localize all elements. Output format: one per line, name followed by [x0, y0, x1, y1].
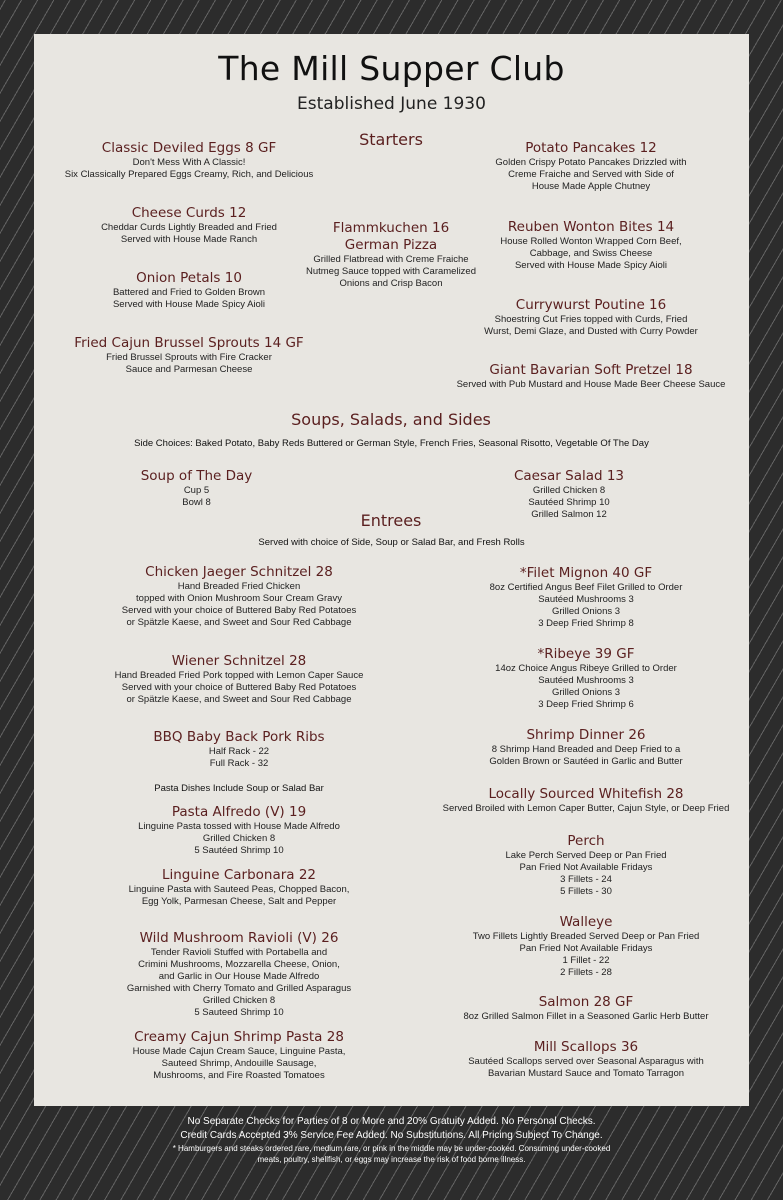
item-desc: Served with your choice of Buttered Baby Red Potatoes	[121, 605, 357, 616]
item-desc: Grilled Onions 3	[551, 606, 621, 617]
item-desc: 2 Fillets - 28	[560, 967, 612, 978]
item-desc: Fried Brussel Sprouts with Fire Cracker	[106, 352, 272, 363]
item-desc: Creme Fraiche and Served with Side of	[508, 169, 674, 180]
item-name-secondary: German Pizza	[344, 237, 438, 253]
entrees-note: Served with choice of Side, Soup or Salad Bar, and Fresh Rolls	[258, 537, 525, 548]
menu-item	[428, 565, 744, 630]
menu-item	[34, 140, 344, 181]
menu-item	[428, 833, 744, 898]
menu-item	[428, 646, 744, 711]
item-name: Onion Petals 10	[136, 270, 242, 286]
item-name: Soup of The Day	[140, 468, 253, 484]
item-desc: House Made Cajun Cream Sauce, Linguine Pasta,	[132, 1046, 346, 1057]
item-desc: 5 Fillets - 30	[560, 886, 612, 897]
menu-item	[436, 219, 746, 272]
item-desc: 8oz Certified Angus Beef Filet Grilled to Order	[489, 582, 683, 593]
item-name: Linguine Carbonara 22	[161, 867, 317, 883]
item-name: Giant Bavarian Soft Pretzel 18	[489, 362, 693, 378]
menu-page	[34, 34, 749, 1106]
item-desc: or Spätzle Kaese, and Sweet and Sour Red Cabbage	[126, 617, 352, 628]
item-name: Wiener Schnitzel 28	[171, 653, 307, 669]
item-name: Currywurst Poutine 16	[515, 297, 667, 313]
item-desc: Grilled Chicken 8	[202, 995, 276, 1006]
entrees-heading: Entrees	[360, 511, 422, 530]
item-name: Reuben Wonton Bites 14	[507, 219, 675, 235]
item-desc: Lake Perch Served Deep or Pan Fried	[505, 850, 667, 861]
item-desc: Cheddar Curds Lightly Breaded and Fried	[101, 222, 277, 233]
item-name: Flammkuchen 16	[332, 220, 450, 236]
menu-item	[436, 297, 746, 338]
menu-item	[34, 729, 444, 770]
item-desc: Pan Fried Not Available Fridays	[519, 943, 653, 954]
item-desc: Crimini Mushrooms, Mozzarella Cheese, Onion,	[138, 959, 340, 970]
item-name: Creamy Cajun Shrimp Pasta 28	[134, 1029, 344, 1045]
soups-heading: Soups, Salads, and Sides	[291, 410, 491, 429]
item-name: Wild Mushroom Ravioli (V) 26	[139, 930, 339, 946]
menu-item	[428, 914, 744, 979]
item-desc: Pan Fried Not Available Fridays	[519, 862, 653, 873]
menu-item	[34, 804, 444, 857]
item-desc: House Rolled Wonton Wrapped Corn Beef,	[500, 236, 682, 247]
item-name: Salmon 28 GF	[538, 994, 634, 1010]
menu-item	[34, 564, 444, 629]
item-desc: Half Rack - 22	[208, 746, 270, 757]
menu-footer	[0, 1115, 783, 1165]
footer-line: No Separate Checks for Parties of 8 or More and 20% Gratuity Added. No Personal Checks.	[187, 1116, 596, 1127]
item-desc: 8 Shrimp Hand Breaded and Deep Fried to a	[491, 744, 681, 755]
menu-item	[428, 786, 744, 815]
item-desc: Shoestring Cut Fries topped with Curds, Fried	[494, 314, 688, 325]
item-desc: topped with Onion Mushroom Sour Cream Gravy	[136, 593, 342, 604]
pasta-note: Pasta Dishes Include Soup or Salad Bar	[154, 783, 324, 794]
menu-item	[34, 867, 444, 908]
menu-item	[436, 362, 746, 391]
item-desc: House Made Apple Chutney	[531, 181, 651, 192]
item-desc: Egg Yolk, Parmesan Cheese, Salt and Pepper	[141, 896, 337, 907]
item-desc: 8oz Grilled Salmon Fillet in a Seasoned Garlic Herb Butter	[463, 1011, 709, 1022]
item-desc: Grilled Onions 3	[551, 687, 621, 698]
item-name: Perch	[567, 833, 605, 849]
item-name: Walleye	[559, 914, 613, 930]
item-desc: Served with your choice of Buttered Baby Red Potatoes	[121, 682, 357, 693]
footer-disclaimer: meats, poultry, shellfish, or eggs may increase the risk of food borne illness.	[257, 1155, 526, 1164]
item-name: Cheese Curds 12	[131, 205, 247, 221]
item-name: Potato Pancakes 12	[525, 140, 657, 156]
item-desc: Hand Breaded Fried Pork topped with Lemon Caper Sauce	[114, 670, 364, 681]
item-desc: Served with Pub Mustard and House Made Beer Cheese Sauce	[456, 379, 726, 390]
menu-item	[436, 140, 746, 193]
item-desc: Grilled Chicken 8	[532, 485, 606, 496]
item-name: Shrimp Dinner 26	[526, 727, 646, 743]
menu-item	[34, 1029, 444, 1082]
item-desc: Sauce and Parmesan Cheese	[125, 364, 253, 375]
item-desc: Served with House Made Spicy Aioli	[112, 299, 266, 310]
item-desc: Grilled Salmon 12	[531, 509, 607, 520]
menu-item	[34, 468, 359, 509]
menu-item	[34, 930, 444, 1019]
item-desc: Golden Crispy Potato Pancakes Drizzled with	[495, 157, 687, 168]
item-desc: Served with House Made Spicy Aioli	[514, 260, 668, 271]
item-desc: Don't Mess With A Classic!	[132, 157, 246, 168]
item-desc: or Spätzle Kaese, and Sweet and Sour Red Cabbage	[126, 694, 352, 705]
footer-line: Credit Cards Accepted 3% Service Fee Added. No Substitutions. All Pricing Subject To Change.	[180, 1130, 603, 1141]
item-desc: Cabbage, and Swiss Cheese	[529, 248, 653, 259]
item-desc: Sautéed Scallops served over Seasonal Asparagus with	[468, 1056, 704, 1067]
item-desc: Battered and Fried to Golden Brown	[112, 287, 266, 298]
item-desc: Linguine Pasta with Sauteed Peas, Chopped Bacon,	[128, 884, 350, 895]
menu-subtitle: Established June 1930	[297, 94, 486, 114]
item-desc: Served with House Made Ranch	[120, 234, 258, 245]
item-desc: Two Fillets Lightly Breaded Served Deep or Pan Fried	[472, 931, 700, 942]
menu-item	[428, 727, 744, 768]
item-desc: Onions and Crisp Bacon	[339, 278, 443, 289]
item-desc: Linguine Pasta tossed with House Made Alfredo	[138, 821, 340, 832]
item-desc: Mushrooms, and Fire Roasted Tomatoes	[153, 1070, 325, 1081]
item-desc: Served Broiled with Lemon Caper Butter, Cajun Style, or Deep Fried	[442, 803, 730, 814]
item-name: Fried Cajun Brussel Sprouts 14 GF	[74, 335, 304, 351]
item-desc: 3 Fillets - 24	[560, 874, 612, 885]
item-desc: Sautéed Shrimp 10	[528, 497, 610, 508]
item-desc: Sautéed Mushrooms 3	[538, 675, 634, 686]
item-desc: Grilled Chicken 8	[202, 833, 276, 844]
item-name: Classic Deviled Eggs 8 GF	[101, 140, 277, 156]
item-desc: Hand Breaded Fried Chicken	[177, 581, 301, 592]
item-desc: 5 Sauteed Shrimp 10	[194, 1007, 284, 1018]
item-name: BBQ Baby Back Pork Ribs	[153, 729, 325, 745]
item-name: Pasta Alfredo (V) 19	[171, 804, 307, 820]
item-desc: Bowl 8	[182, 497, 211, 508]
item-desc: Nutmeg Sauce topped with Caramelized	[305, 266, 477, 277]
item-desc: Bavarian Mustard Sauce and Tomato Tarragon	[487, 1068, 685, 1079]
item-desc: 5 Sautéed Shrimp 10	[194, 845, 284, 856]
item-desc: Six Classically Prepared Eggs Creamy, Rich, and Delicious	[64, 169, 314, 180]
item-name: *Ribeye 39 GF	[537, 646, 635, 662]
item-desc: Tender Ravioli Stuffed with Portabella and	[150, 947, 328, 958]
item-desc: Sauteed Shrimp, Andouille Sausage,	[161, 1058, 317, 1069]
item-desc: 3 Deep Fried Shrimp 8	[538, 618, 634, 629]
item-desc: and Garlic in Our House Made Alfredo	[158, 971, 320, 982]
item-name: Locally Sourced Whitefish 28	[488, 786, 684, 802]
item-desc: Sautéed Mushrooms 3	[538, 594, 634, 605]
menu-item	[34, 335, 344, 376]
menu-item	[428, 1039, 744, 1080]
item-desc: Cup 5	[183, 485, 210, 496]
item-desc: 14oz Choice Angus Ribeye Grilled to Order	[495, 663, 677, 674]
item-desc: Garnished with Cherry Tomato and Grilled Asparagus	[126, 983, 352, 994]
item-desc: 3 Deep Fried Shrimp 6	[538, 699, 634, 710]
item-name: Caesar Salad 13	[513, 468, 625, 484]
item-desc: Golden Brown or Sautéed in Garlic and Butter	[489, 756, 683, 767]
item-desc: 1 Fillet - 22	[562, 955, 610, 966]
menu-item	[428, 994, 744, 1023]
item-name: Chicken Jaeger Schnitzel 28	[145, 564, 333, 580]
item-name: Mill Scallops 36	[533, 1039, 639, 1055]
item-desc: Full Rack - 32	[209, 758, 269, 769]
starters-heading: Starters	[359, 130, 423, 149]
item-name: *Filet Mignon 40 GF	[519, 565, 653, 581]
menu-item	[34, 653, 444, 706]
side-choices-note: Side Choices: Baked Potato, Baby Reds Buttered or German Style, French Fries, Seasonal Risotto, Vegetable Of The Day	[134, 438, 649, 449]
item-desc: Wurst, Demi Glaze, and Dusted with Curry Powder	[484, 326, 698, 337]
menu-title: The Mill Supper Club	[218, 49, 565, 88]
item-desc: Grilled Flatbread with Creme Fraiche	[313, 254, 469, 265]
footer-disclaimer: * Hamburgers and steaks ordered rare, medium rare, or pink in the middle may be under-cooked. Consuming under-cooked	[172, 1144, 611, 1153]
